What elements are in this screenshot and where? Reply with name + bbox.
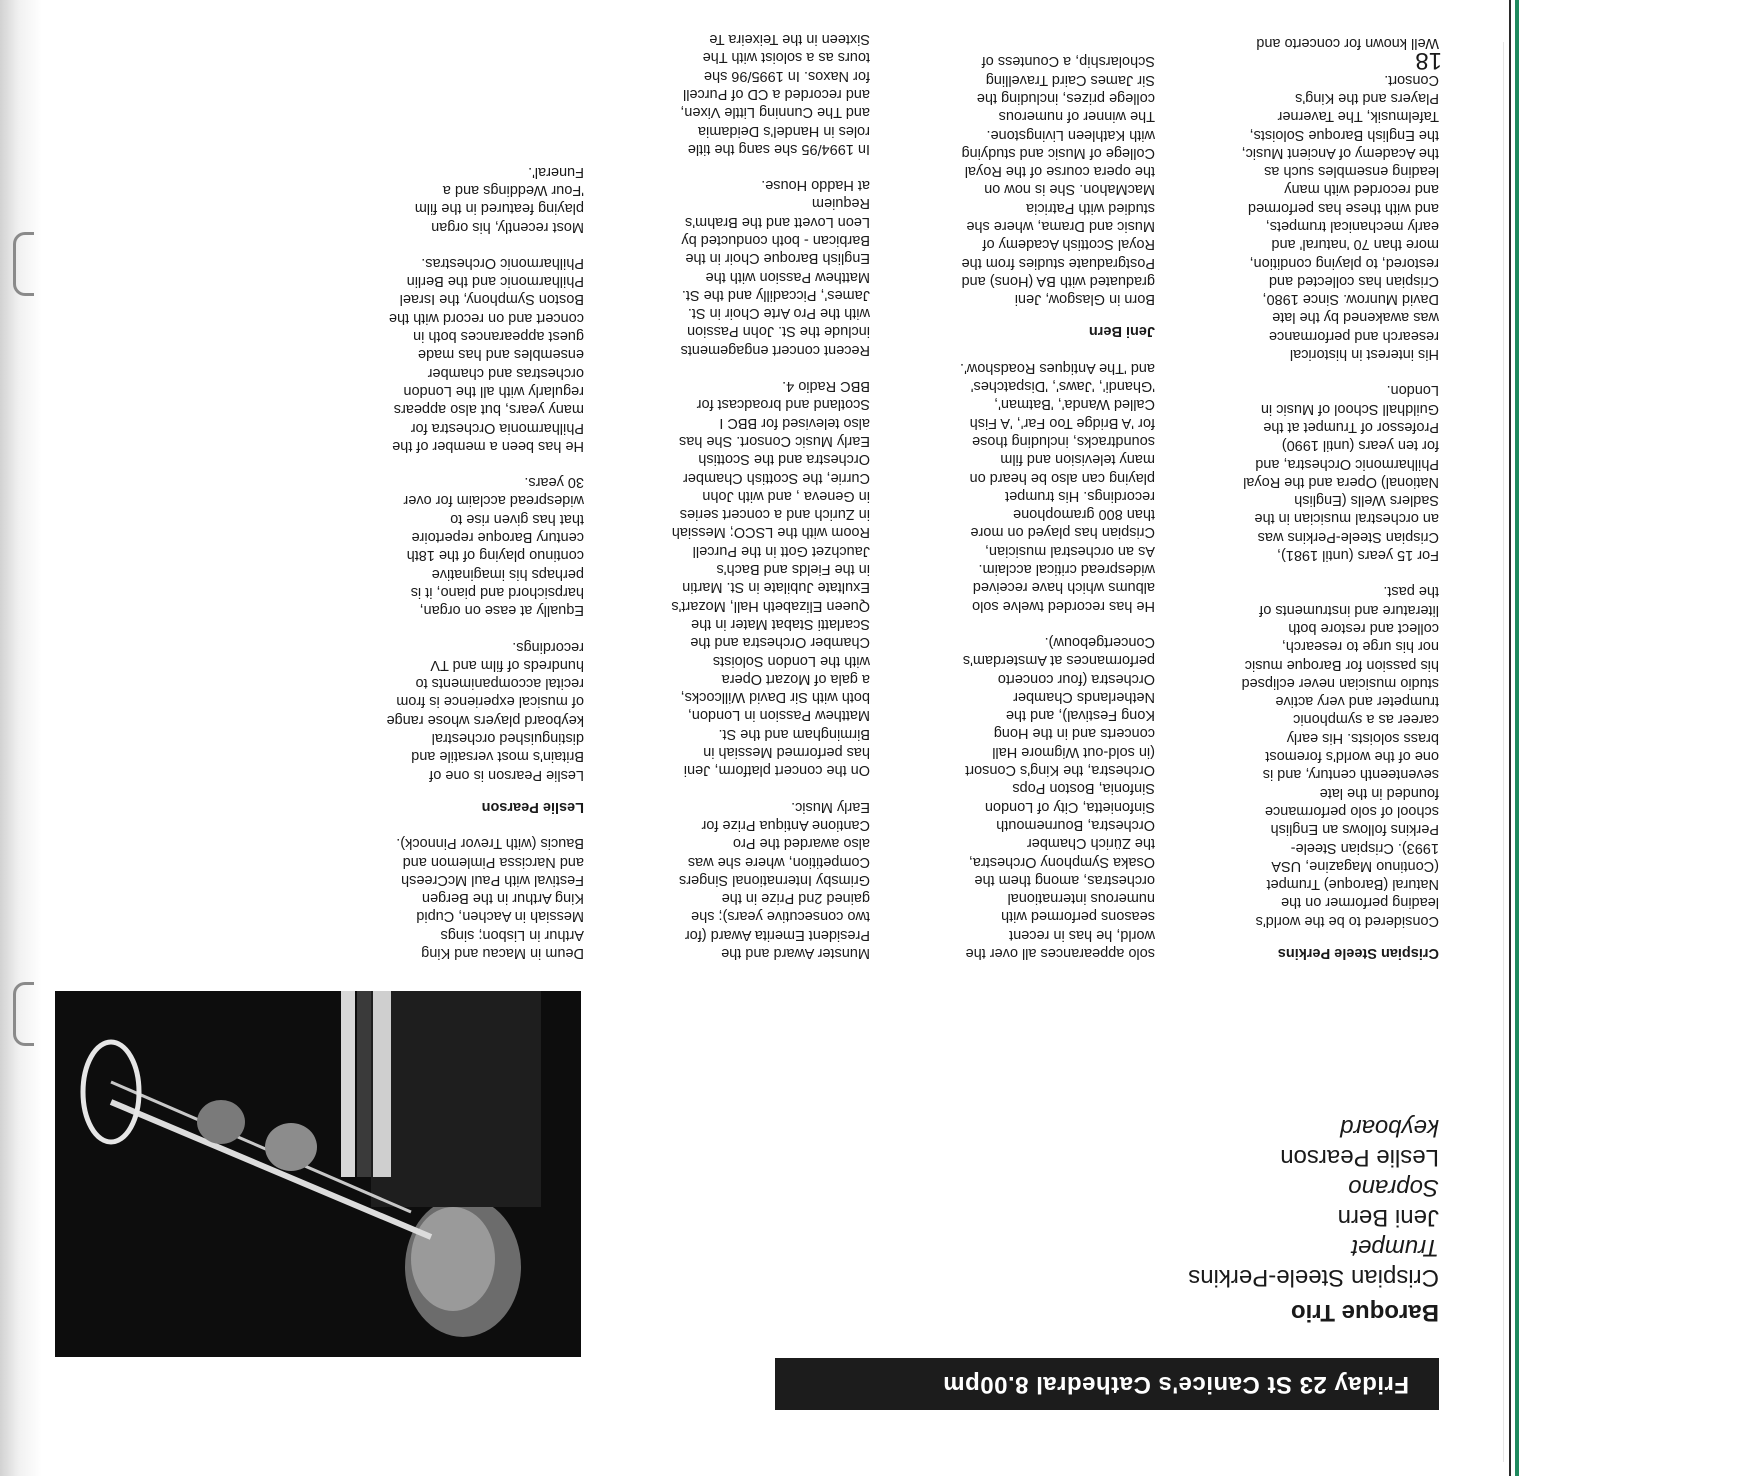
text-line: 1993). Crispian Steele- [1290,839,1439,856]
text-line: Scholarship, a Countess of [981,53,1155,70]
text-line: research and performance [1268,327,1439,344]
bio-paragraph [387,834,584,962]
text-line: Matthew Passion with the [705,268,870,285]
bio-paragraph [960,359,1155,615]
text-line: brass soloists. His early [1286,729,1439,746]
trumpeter-illustration [55,991,581,1357]
text-column-1 [1242,34,1439,962]
text-line: Consort. [1384,71,1439,88]
text-line: many television and film [1000,451,1155,468]
text-line: Crispian Steele-Perkins was [1257,528,1439,545]
bio-paragraph [387,637,584,783]
text-line: Well known for concerto and [1256,35,1439,52]
text-line: soundtracks, including those [972,432,1155,449]
text-line: two consecutive years); she [691,908,870,925]
performer-name: Crispian Steele-Perkins [1188,1264,1439,1291]
text-line: roles in Handel's Deidamia [697,122,870,139]
text-line: College of Music and studying [961,144,1155,161]
bio-paragraph [960,52,1155,308]
text-line: English Baroque Choir in the [685,250,870,267]
bio-paragraph [1242,582,1439,930]
text-line: numerous international [1007,890,1155,907]
text-line: President Emerita Award (for [684,926,870,943]
bio-heading: Leslie Pearson [481,798,584,815]
text-line: Baucis (with Trevor Pinnock). [396,835,584,852]
text-line: concert and on record with the [388,309,584,326]
bio-paragraph [1242,70,1439,363]
text-line: Natural (Baroque) Trumpet [1266,876,1439,893]
text-line: and recorded a CD of Purcell [683,85,870,102]
text-line: His interest in historical [1289,346,1439,363]
text-line: of musical experience is from [396,693,584,710]
text-line: orchestras, among them the [974,871,1155,888]
event-banner-text: Friday 23 St Canice's Cathedral 8.00pm [942,1371,1409,1398]
text-line: Arthur in Lisbon; sings [440,926,584,943]
text-line: Perkins follows an English [1270,821,1439,838]
text-line: perhaps his imaginative [431,565,584,582]
performer-role: keyboard [1340,1114,1439,1141]
text-line: trumpeter and very active [1275,693,1439,710]
text-line: Munster Award and the [721,945,870,961]
text-line: college prizes, including the [976,89,1155,106]
text-line: school of solo performance [1264,802,1439,819]
text-line: widespread acclaim for over [403,492,584,509]
text-line: (in sold-out Wigmore Hall [992,743,1155,760]
bio-paragraph [1242,381,1439,564]
text-line: Music and Drama, where she [966,218,1155,235]
text-line: Exultate Jubilate in St. Martin [682,579,870,596]
bio-paragraph [387,162,584,235]
text-line: leading performer on the [1281,894,1439,911]
text-line: Netherlands Chamber [1013,688,1155,705]
text-line: the English Baroque Soloists, [1249,126,1439,143]
text-line: 'Four Weddings and a [442,182,584,199]
text-line: for 'A Bridge Too Far', 'A Fish [969,414,1155,431]
text-line: keyboard players whose range [386,711,584,728]
text-line: MacMahon. She is now on [984,181,1155,198]
text-line: Birmingham and the St. [718,725,870,742]
text-line: more than 70 'natural' and [1271,236,1439,253]
text-line: ensembles and has made [417,346,584,363]
text-line: solo appearances all over the [965,945,1155,961]
text-line: Competition, where she was [687,853,870,870]
text-line: playing can also be heard on [969,469,1155,486]
text-line: Sixteen in the Teixeira Te [709,31,870,48]
bio-paragraph [1242,34,1439,52]
text-line: Chamber Orchestra and the [690,634,870,651]
text-line: the past. [1383,583,1439,600]
text-line: National) Opera and the Royal [1243,473,1439,490]
text-line: Orchestra, Bournemouth [996,816,1155,833]
text-line: Concertgebouw). [1044,633,1155,650]
text-column-3 [671,30,870,962]
text-line: collect and restore both [1288,619,1439,636]
text-line: for Naxos. In 1995/96 she [703,67,870,84]
text-column-2 [960,52,1155,962]
text-line: Sinfonia, Boston Pops [1012,780,1155,797]
ensemble-name: Baroque Trio [1290,1299,1439,1326]
margin-line [1503,42,1504,1462]
bio-heading: Crispian Steele Perkins [1277,945,1439,961]
text-line: studio musician never eclipsed [1241,674,1439,691]
text-line: Messiah in Aachen, Cupid [416,908,584,925]
bio-heading: Jeni Bern [1088,323,1155,340]
text-line: Deum in Macau and King [421,945,584,961]
text-line: For 15 years (until 1981), [1277,547,1439,564]
text-line: one of the world's foremost [1265,748,1439,765]
text-line: Barbican - both conducted by [681,232,870,249]
text-line: The winner of numerous [998,108,1155,125]
text-line: leading ensembles such as [1264,163,1439,180]
text-line: 'Ghandi', 'Jaws', 'Dispatches' [970,378,1155,395]
text-line: Funeral'. [528,163,584,180]
text-line: and Narcissa Pimlemon and [402,853,584,870]
text-line: Royal Scottish Academy of [982,236,1155,253]
text-line: include the St. John Passion [687,323,870,340]
text-line: at Haddo House. [761,177,870,194]
text-line: both with Sir David Willcocks, [680,689,870,706]
text-line: Matthew Passion in London, [687,707,870,724]
text-line: He has been a member of the [392,437,584,454]
text-line: performances at Amsterdam's [962,652,1155,669]
text-line: the Zürich Chamber [1026,835,1155,852]
binding-line [1509,0,1511,1476]
text-line: Called Wanda', 'Batman', [994,396,1155,413]
text-line: for ten years (until 1990) [1281,437,1439,454]
text-line: Orchestra (four concerto [997,670,1155,687]
text-line: distinguished orchestral [431,730,584,747]
text-line: 30 years. [524,474,584,491]
text-line: Early Music Consort. She has [679,432,870,449]
text-line: and The Cunning Little Vixen, [680,104,870,121]
text-line: has performed Messiah in [703,744,870,761]
text-line: Grimsby International Singers [679,871,870,888]
text-line: many years, but also appears [393,401,584,418]
bio-paragraph [671,377,870,780]
text-line: Scarlatti Stabat Mater in the [691,615,870,632]
performer-entry [1019,1172,1439,1232]
text-line: his passion for Baroque music [1244,656,1439,673]
text-line: King Arthur in the Bergen [421,890,584,907]
text-line: Festival with Paul McCreesh [401,871,584,888]
performer-entry [1019,1232,1439,1292]
text-line: in Geneva , and with John [702,487,870,504]
text-line: orchestras and chamber [427,364,584,381]
text-line: Recent concert engagements [680,341,870,358]
text-line: with Kathleen Livingstone. [986,126,1155,143]
green-edge-rule [1515,0,1519,1476]
text-line: seventeenth century, and is [1262,766,1439,783]
text-line: literature and instruments of [1259,601,1439,618]
text-line: recordings. His trumpet [1005,487,1155,504]
text-line: gained 2nd Prize in the [721,890,870,907]
text-line: London. [1386,382,1439,399]
text-line: Currie, the Scottish Chamber [683,469,870,486]
text-line: recordings. [512,638,584,655]
text-line: Philharmonic and the Berlin [406,273,584,290]
text-line: harpsichord and piano, it is [410,583,584,600]
text-line: Professor of Trumpet at the [1263,418,1439,435]
text-line: playing featured in the film [414,200,584,217]
text-line: continuo playing of the 18th [406,547,584,564]
text-line: Orchestra and the Scottish [698,451,870,468]
text-line: Kong Festival), and the [1005,707,1155,724]
text-line: graduated with BA (Hons) and [961,272,1155,289]
text-line: in Zurich and a concert series [679,506,870,523]
text-line: Philharmonic Orchestra, and [1255,455,1439,472]
text-line: Philharmonia Orchestra for [410,419,584,436]
text-line: Jauchzet Gott in the Purcell [692,542,870,559]
text-line: David Munrow. Since 1980, [1262,291,1439,308]
page-gutter-shadow [0,0,42,1476]
text-line: James', Piccadilly and the St. [681,286,870,303]
text-line: Born in Glasgow, Jeni [1014,291,1155,308]
text-line: Most recently, his organ [431,218,584,235]
text-line: Postgraduate studies from the [961,254,1155,271]
text-line: concerts and in the Hong [993,725,1155,742]
text-line: Cantione Antiqua Prize for [701,816,870,833]
text-line: recital accompaniments to [415,675,584,692]
performer-role: Trumpet [1351,1234,1439,1261]
text-line: also awarded the Pro [732,835,870,852]
text-line: Queen Elizabeth Hall, Mozart's [671,597,870,614]
performer-name: Jeni Bern [1337,1204,1439,1231]
text-line: Players and the King's [1295,89,1439,106]
text-line: Room with the LSCO; Messiah [671,524,870,541]
text-line: Osaka Symphony Orchestra, [968,853,1155,870]
concert-title-block [1019,1112,1439,1326]
staple-bottom [13,232,34,296]
text-line: Requiem [811,195,870,212]
performer-name: Leslie Pearson [1280,1144,1439,1171]
text-line: BBC Radio 4. [782,378,870,395]
text-line: nor his urge to research, [1281,638,1439,655]
text-line: studied with Patricia [1026,199,1155,216]
text-line: with the London Soloists [712,652,870,669]
text-line: Tafelmusik, The Taverner [1277,108,1439,125]
text-line: than 800 gramophone [1013,506,1155,523]
text-line: that has given rise to [450,510,584,527]
text-line: Scotland and broadcast for [696,396,870,413]
text-line: the Academy of Ancient Music, [1241,144,1439,161]
event-banner [775,1358,1439,1410]
text-line: Leon Lovett and the Brahm's [685,213,870,230]
text-line: Equally at ease on organ, [419,602,584,619]
text-line: was awakened by the late [1272,309,1439,326]
text-line: a gala of Mozart Opera [721,670,870,687]
text-line: in the Fields and Bach's [716,561,870,578]
staple-top [13,982,34,1046]
text-line: Leslie Pearson is one of [429,766,584,783]
text-line: Sadlers Wells (English [1294,492,1439,509]
text-line: (Continuo Magazine, USA [1271,857,1439,874]
text-line: founded in the late [1319,784,1439,801]
text-line: Britain's most versatile and [411,748,584,765]
text-line: As an orchestral musician, [984,542,1155,559]
page-number: 18 [1415,47,1442,74]
text-line: Orchestra, the King's Consort [965,762,1155,779]
text-line: an orchestral musician in the [1254,510,1439,527]
text-line: world, he has in recent [1009,926,1155,943]
bio-paragraph [671,797,870,962]
text-line: hundreds of film and TV [430,656,584,673]
performer-role: Soprano [1348,1174,1439,1201]
bio-paragraph [960,633,1155,962]
performer-entry [1019,1112,1439,1172]
text-line: albums which have received [972,579,1155,596]
text-line: Crispian has played on more [970,524,1155,541]
text-line: early mechanical trumpets, [1265,218,1439,235]
text-line: Guildhall School of Music in [1260,400,1439,417]
text-line: with the Pro Arte Choir in St. [687,305,870,322]
text-line: Boston Symphony, the Israel [399,291,584,308]
text-line: and 'The Antiques Roadshow'. [960,359,1155,376]
text-line: century Baroque repertoire [411,529,584,546]
text-line: On the concert platform, Jeni [683,762,870,779]
text-line: also televised for BBC I [719,414,870,431]
text-line: Early Music. [791,798,870,815]
text-line: Sinfonietta, City of London [984,798,1155,815]
bio-paragraph [671,176,870,359]
text-line: seasons performed with [1001,908,1155,925]
text-column-4 [387,162,584,962]
trumpeter-photo [55,991,581,1357]
text-line: and recorded with many [1284,181,1439,198]
text-line: and with these has performed [1247,199,1439,216]
text-line: Sir James Caird Travelling [985,71,1155,88]
text-line: Philharmonic Orchestras. [421,254,584,271]
text-line: restored, to playing condition, [1249,254,1439,271]
bio-paragraph [671,30,870,158]
text-line: Crispian has collected and [1268,272,1439,289]
text-line: career as a symphonic [1293,711,1439,728]
text-line: Considered to be the world's [1255,912,1439,929]
text-line: widespread critical acclaim. [978,561,1155,578]
text-line: He has recorded twelve solo [972,597,1155,614]
text-line: regularly with all the London [403,382,584,399]
bio-paragraph [387,473,584,619]
text-line: In 1994/95 she sang the title [687,140,870,157]
text-line: the opera course of the Royal [964,163,1155,180]
text-line: guest appearances both in [413,328,584,345]
bio-paragraph [387,254,584,455]
text-line: tours as a soloist with The [702,49,870,66]
